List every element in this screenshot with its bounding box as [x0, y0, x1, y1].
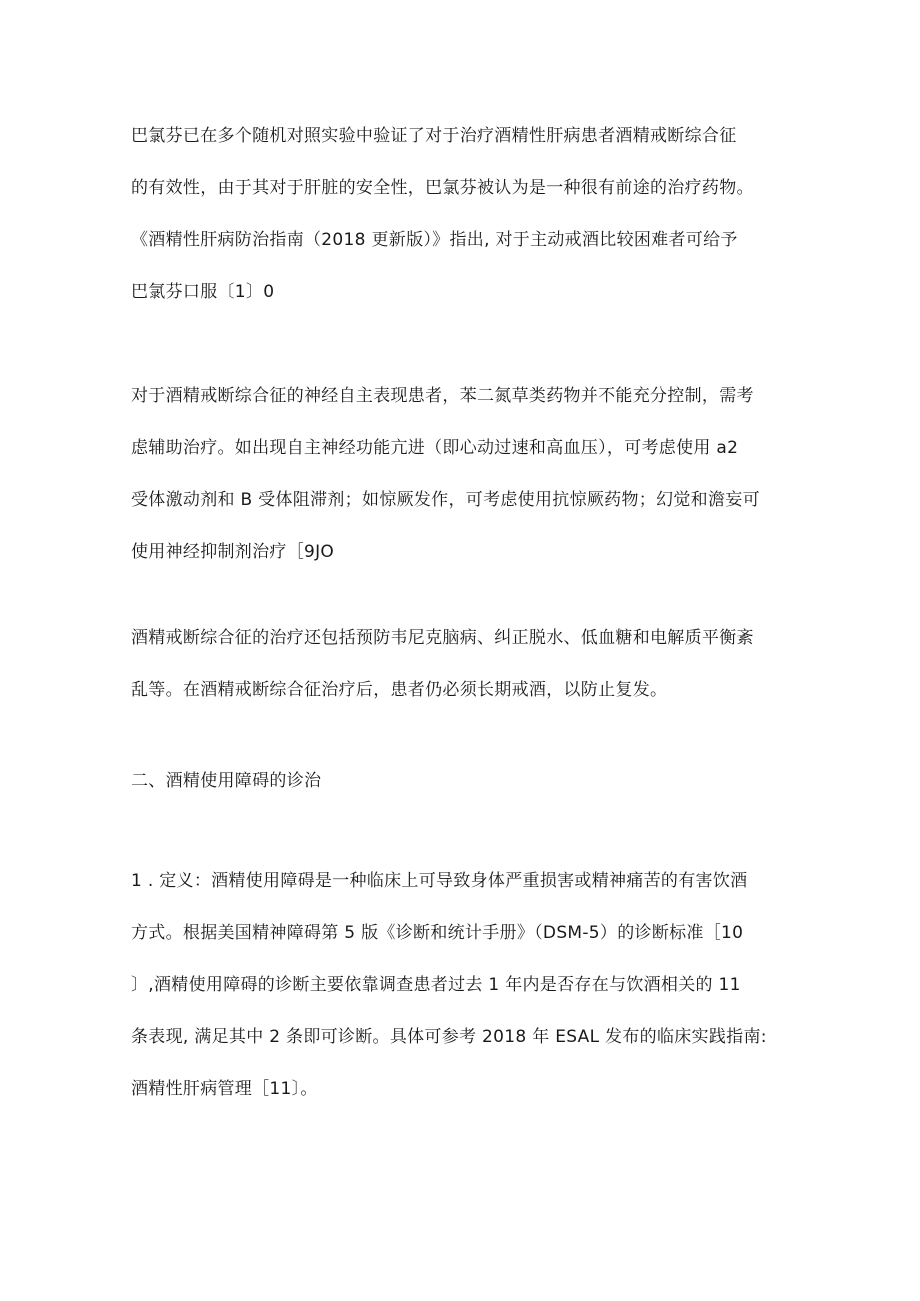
text-line: 的有效性，由于其对于肝脏的安全性，巴氯芬被认为是一种很有前途的治疗药物。 — [131, 178, 754, 198]
text-line: 对于酒精戒断综合征的神经自主表现患者，苯二氮草类药物并不能充分控制，需考 — [131, 386, 754, 406]
text-line: 使用神经抑制剂治疗［9JO — [131, 542, 335, 562]
paragraph-definition — [131, 855, 811, 1115]
text-line: 酒精性肝病管理［11〕。 — [131, 1079, 318, 1099]
text-line: 巴氯芬口服〔1〕0 — [131, 282, 275, 302]
paragraph-autonomic-treatment — [131, 370, 811, 578]
text-line: 受体激动剂和 B 受体阻滞剂；如惊厥发作，可考虑使用抗惊厥药物；幻觉和澹妄可 — [131, 490, 760, 510]
section-heading — [131, 755, 811, 807]
paragraph-baclofen — [131, 110, 811, 318]
text-line: 1 . 定义：酒精使用障碍是一种临床上可导致身体严重损害或精神痛苦的有害饮酒 — [131, 871, 748, 891]
text-line: 巴氯芬已在多个随机对照实验中验证了对于治疗酒精性肝病患者酒精戒断综合征 — [131, 126, 737, 146]
text-line: 乱等。在酒精戒断综合征治疗后，患者仍必须长期戒酒，以防止复发。 — [131, 680, 668, 700]
text-line: 条表现, 满足其中 2 条即可诊断。具体可参考 2018 年 ESAL 发布的临床实践指南: — [131, 1027, 767, 1047]
text-line: 酒精戒断综合征的治疗还包括预防韦尼克脑病、纠正脱水、低血糖和电解质平衡紊 — [131, 628, 754, 648]
text-line: 虑辅助治疗。如出现自主神经功能亢进（即心动过速和高血压），可考虑使用 a2 — [131, 438, 739, 458]
paragraph-additional-treatment — [131, 612, 811, 716]
text-line: 《酒精性肝病防治指南（2018 更新版）》指出, 对于主动戒酒比较困难者可给予 — [131, 230, 738, 250]
text-line: 方式。根据美国精神障碍第 5 版《诊断和统计手册》（DSM-5）的诊断标准［10 — [131, 923, 744, 943]
text-line: 〕,酒精使用障碍的诊断主要依靠调查患者过去 1 年内是否存在与饮酒相关的 11 — [131, 975, 741, 995]
heading-line: 二、酒精使用障碍的诊治 — [131, 771, 322, 791]
